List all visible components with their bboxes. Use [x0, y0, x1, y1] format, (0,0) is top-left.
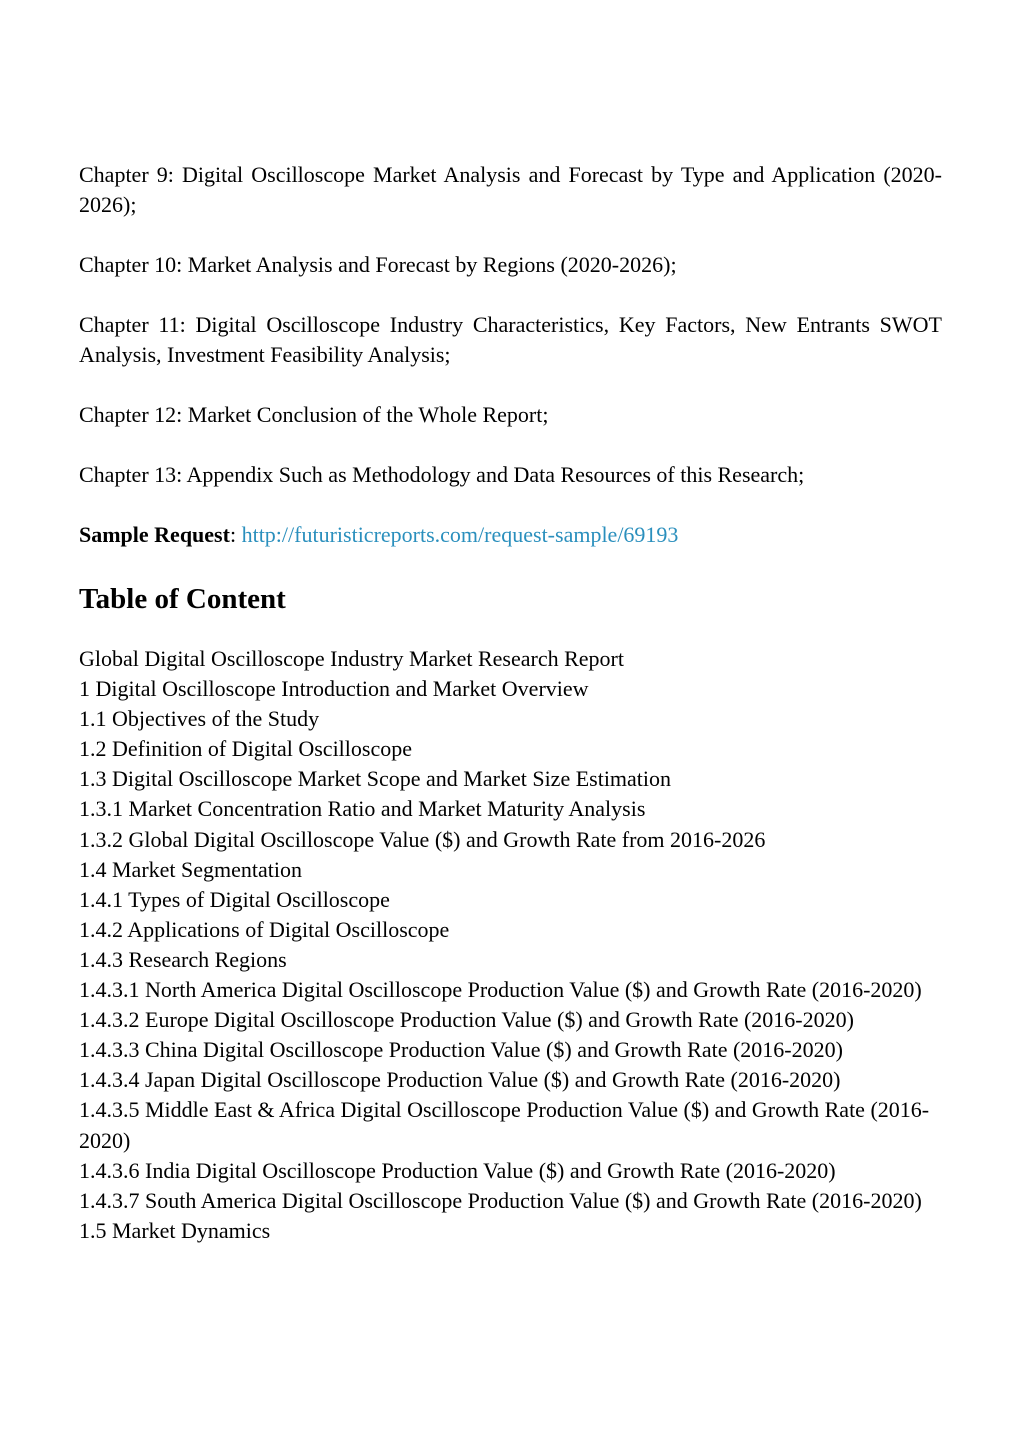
- toc-item: Global Digital Oscilloscope Industry Market Research Report: [79, 646, 624, 671]
- toc-item: 1.4.3.1 North America Digital Oscilloscope Production Value ($) and Growth Rate (2016-2020): [79, 977, 922, 1003]
- toc-item: 1.4.3.3 China Digital Oscilloscope Production Value ($) and Growth Rate (2016-2020): [79, 1037, 843, 1063]
- chapter-11-paragraph: Chapter 11: Digital Oscilloscope Industry Characteristics, Key Factors, New Entrants SWOT Analysis, Investment Feasibility Analysis;: [79, 312, 942, 367]
- toc-item: 1.4.2 Applications of Digital Oscilloscope: [79, 916, 450, 942]
- toc-item: 1.3.1 Market Concentration Ratio and Market Maturity Analysis: [79, 796, 646, 822]
- spacer: [79, 490, 942, 520]
- toc-item: 1.4.3 Research Regions: [79, 946, 287, 972]
- sample-request-separator: :: [229, 522, 237, 547]
- toc-item: 1.4.3.4 Japan Digital Oscilloscope Production Value ($) and Growth Rate (2016-2020): [79, 1067, 841, 1093]
- spacer: [79, 370, 942, 400]
- toc-item: 1.1 Objectives of the Study: [79, 706, 320, 732]
- toc-item: 1.3.2 Global Digital Oscilloscope Value ($) and Growth Rate from 2016-2026: [79, 826, 766, 852]
- toc-item: 1.4.3.7 South America Digital Oscilloscope Production Value ($) and Growth Rate (2016-2020): [79, 1187, 922, 1213]
- sample-request-label: Sample Request: [79, 522, 230, 547]
- spacer: [79, 280, 942, 310]
- toc-item: 1.5 Market Dynamics: [79, 1217, 271, 1243]
- sample-request-link[interactable]: http://futuristicreports.com/request-sample/69193: [241, 522, 679, 547]
- toc-item: 1.4.3.5 Middle East & Africa Digital Oscilloscope Production Value ($) and Growth Rate (2016-2020): [79, 1097, 930, 1153]
- chapter-13-paragraph: Chapter 13: Appendix Such as Methodology and Data Resources of this Research;: [79, 462, 805, 487]
- toc-item: 1.3 Digital Oscilloscope Market Scope and Market Size Estimation: [79, 766, 672, 792]
- toc-item: 1 Digital Oscilloscope Introduction and Market Overview: [79, 676, 589, 702]
- toc-list: [79, 644, 942, 1246]
- toc-item: 1.4 Market Segmentation: [79, 856, 303, 882]
- spacer: [79, 220, 942, 250]
- chapter-12-paragraph: Chapter 12: Market Conclusion of the Whole Report;: [79, 402, 549, 427]
- spacer: [79, 616, 942, 644]
- toc-item: 1.4.3.2 Europe Digital Oscilloscope Production Value ($) and Growth Rate (2016-2020): [79, 1007, 854, 1033]
- spacer: [79, 430, 942, 460]
- sample-request-line: [79, 520, 942, 550]
- toc-item: 1.2 Definition of Digital Oscilloscope: [79, 736, 412, 762]
- toc-item: 1.4.3.6 India Digital Oscilloscope Production Value ($) and Growth Rate (2016-2020): [79, 1157, 836, 1183]
- toc-heading: Table of Content: [79, 583, 286, 615]
- toc-item: 1.4.1 Types of Digital Oscilloscope: [79, 886, 390, 912]
- spacer: [79, 550, 942, 582]
- chapter-10-paragraph: Chapter 10: Market Analysis and Forecast by Regions (2020-2026);: [79, 252, 677, 277]
- chapter-9-paragraph: Chapter 9: Digital Oscilloscope Market Analysis and Forecast by Type and Application (2020-2026);: [79, 162, 942, 217]
- document-page: [79, 160, 942, 1246]
